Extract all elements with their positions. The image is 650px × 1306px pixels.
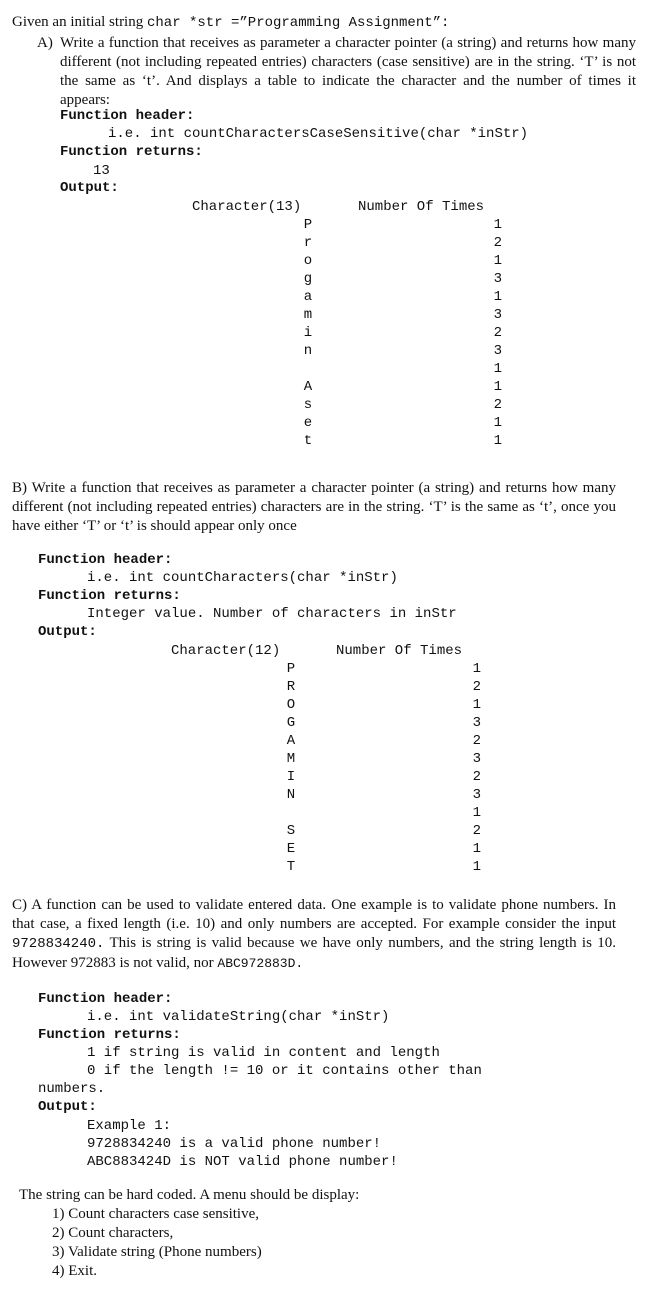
table-cell-count: 3: [493, 271, 502, 287]
intro-code: char *str =”Programming Assignment”:: [146, 15, 450, 31]
section-b-function-returns-label: Function returns:: [38, 588, 181, 604]
table-cell-character: R: [286, 679, 296, 695]
table-cell-count: 2: [493, 397, 502, 413]
section-a-function-returns-label: Function returns:: [60, 144, 203, 160]
section-c-returns-line3: numbers.: [38, 1081, 106, 1097]
table-cell-count: 3: [493, 343, 502, 359]
section-a-label: A): [37, 35, 53, 51]
table-cell-character: n: [303, 343, 313, 359]
table-cell-character: e: [303, 415, 313, 431]
section-a-characters: [296, 216, 320, 450]
section-c-example-label: Example 1:: [87, 1118, 172, 1134]
table-cell-count: 2: [472, 769, 481, 785]
table-cell-character: s: [303, 397, 313, 413]
section-a-col2-header: Number Of Times: [358, 199, 485, 215]
table-cell-count: 1: [493, 217, 502, 233]
table-cell-character: O: [286, 697, 296, 713]
table-cell-count: 2: [472, 823, 481, 839]
section-c-example-line2: ABC883424D is NOT valid phone number!: [87, 1154, 398, 1170]
menu-item-3: 3) Validate string (Phone numbers): [52, 1244, 262, 1260]
table-cell-count: 3: [472, 715, 481, 731]
section-c-function-header-label: Function header:: [38, 991, 173, 1007]
table-cell-character: [279, 804, 303, 822]
table-cell-count: 2: [493, 325, 502, 341]
table-cell-count: 1: [472, 859, 481, 875]
table-cell-count: 3: [472, 751, 481, 767]
section-b-col2-header: Number Of Times: [336, 643, 463, 659]
menu-item-4: 4) Exit.: [52, 1263, 97, 1279]
section-b-function-header: i.e. int countCharacters(char *inStr): [87, 570, 398, 586]
section-b-text: B) Write a function that receives as parameter a character pointer (a string) and returns how many different (not including repeated entries) characters are in the string. ‘T’ is the same as ‘t’, once you have either ‘T’ or ‘t’ is should appear only once: [12, 480, 616, 534]
table-cell-character: N: [286, 787, 296, 803]
table-cell-character: a: [303, 289, 313, 305]
section-b-function-returns: Integer value. Number of characters in inStr: [87, 606, 457, 622]
section-b-function-header-label: Function header:: [38, 552, 173, 568]
section-a-function-header: i.e. int countCharactersCaseSensitive(char *inStr): [108, 126, 529, 142]
table-cell-character: G: [286, 715, 296, 731]
section-c-code2: ABC972883D.: [217, 956, 304, 971]
section-c-function-returns-label: Function returns:: [38, 1027, 181, 1043]
menu-item-2: 2) Count characters,: [52, 1225, 174, 1241]
table-cell-count: 1: [493, 361, 502, 377]
section-a-table: [192, 198, 512, 450]
table-cell-character: A: [286, 733, 296, 749]
table-cell-count: 1: [472, 661, 481, 677]
table-cell-count: 1: [493, 379, 502, 395]
table-cell-count: 1: [472, 805, 481, 821]
table-cell-character: I: [286, 769, 296, 785]
table-cell-character: [296, 360, 320, 378]
table-cell-count: 1: [493, 433, 502, 449]
table-cell-character: r: [303, 235, 313, 251]
table-cell-character: E: [286, 841, 296, 857]
table-cell-character: T: [286, 859, 296, 875]
table-cell-count: 1: [472, 841, 481, 857]
table-cell-character: o: [303, 253, 313, 269]
table-cell-count: 2: [472, 679, 481, 695]
section-b-output-label: Output:: [38, 624, 97, 640]
table-cell-count: 1: [472, 697, 481, 713]
table-cell-character: i: [303, 325, 313, 341]
section-c-code1: 9728834240.: [12, 936, 105, 952]
table-cell-character: m: [303, 307, 313, 323]
section-a-function-returns: 13: [93, 163, 110, 179]
section-a-counts: [488, 216, 502, 450]
menu-intro: The string can be hard coded. A menu should be display:: [19, 1187, 360, 1203]
section-a-text: Write a function that receives as parameter a character pointer (a string) and returns how many different (not including repeated entries) characters (case sensitive) are in the string. ‘T’ is not the same as ‘t’. And displays a table to indicate the character and the number of times it appears:: [60, 35, 636, 108]
intro-line: [12, 13, 449, 33]
section-c-text-part2: This is string is valid because we have only numbers, and the string length is 10. However 972883 is not valid, nor: [12, 935, 616, 971]
table-cell-count: 1: [493, 415, 502, 431]
section-c-text-part1: C) A function can be used to validate entered data. One example is to validate phone numbers. In that case, a fixed length (i.e. 10) and only numbers are accepted. For example consider the input: [12, 897, 616, 932]
table-cell-character: S: [286, 823, 296, 839]
section-b-counts: [467, 660, 481, 876]
table-cell-count: 3: [472, 787, 481, 803]
table-cell-character: g: [303, 271, 313, 287]
table-cell-character: P: [303, 217, 313, 233]
section-a-output-label: Output:: [60, 180, 119, 196]
section-a-col1-header: Character(13): [192, 199, 302, 215]
menu-list: [52, 1205, 262, 1281]
section-c-text: [12, 896, 616, 973]
table-cell-character: t: [303, 433, 313, 449]
section-c-output-label: Output:: [38, 1099, 97, 1115]
table-cell-count: 3: [493, 307, 502, 323]
table-cell-count: 1: [493, 253, 502, 269]
intro-prefix: Given an initial string: [12, 14, 147, 30]
menu-item-1: 1) Count characters case sensitive,: [52, 1206, 260, 1222]
table-cell-count: 2: [493, 235, 502, 251]
table-cell-character: P: [286, 661, 296, 677]
table-cell-character: M: [286, 751, 296, 767]
section-b-characters: [279, 660, 303, 876]
section-b-col1-header: Character(12): [171, 643, 281, 659]
section-a-function-header-label: Function header:: [60, 108, 195, 124]
section-c-function-header: i.e. int validateString(char *inStr): [87, 1009, 390, 1025]
table-cell-count: 1: [493, 289, 502, 305]
section-c-example-line1: 9728834240 is a valid phone number!: [87, 1136, 382, 1152]
table-cell-character: A: [303, 379, 313, 395]
table-cell-count: 2: [472, 733, 481, 749]
section-c-returns-line1: 1 if string is valid in content and length: [87, 1045, 440, 1061]
section-b-table: [171, 642, 491, 878]
section-c-returns-line2: 0 if the length != 10 or it contains other than: [87, 1063, 482, 1079]
